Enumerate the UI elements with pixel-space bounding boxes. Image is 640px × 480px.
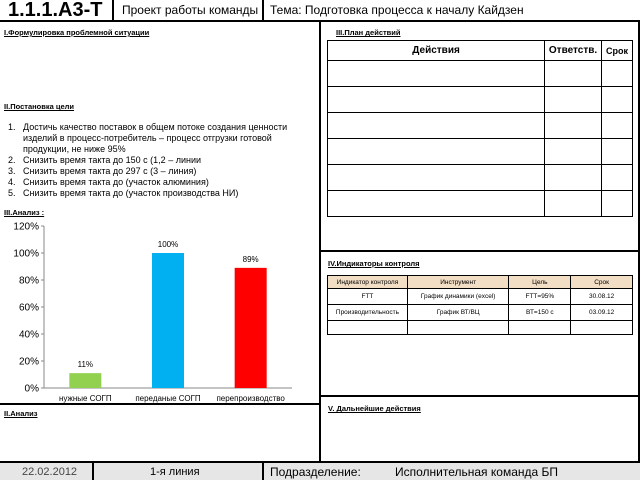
- y-tick-label: 120%: [13, 221, 39, 233]
- y-tick-label: 20%: [18, 356, 39, 368]
- footer-line: 1-я линия: [150, 465, 200, 478]
- table-row: [328, 113, 633, 139]
- column-header-deadline: Срок: [571, 276, 633, 289]
- table-row: [328, 321, 633, 335]
- problem-section-title: I.Формулировка проблемной ситуации: [4, 28, 150, 37]
- table-row: [328, 87, 633, 113]
- table-row: [328, 305, 633, 321]
- table-cell: График динамики (excel): [407, 289, 509, 305]
- x-tick-label: перепроизводство: [216, 394, 285, 403]
- analysis-chart-title: III.Анализ :: [4, 208, 45, 217]
- data-label: 89%: [242, 254, 259, 264]
- column-header-deadline: Срок: [602, 41, 633, 61]
- x-tick-label: нужные СОГП: [59, 394, 112, 403]
- table-cell: Производительность: [328, 305, 408, 321]
- table-cell: 30.08.12: [571, 289, 633, 305]
- list-item: 2. Снизить время такта до 150 с (1,2 – линии: [8, 155, 202, 165]
- table-cell: [509, 321, 571, 335]
- bar-chart: [0, 216, 310, 404]
- table-cell: FTT=95%: [509, 289, 571, 305]
- table-cell: [571, 321, 633, 335]
- y-tick-label: 80%: [18, 275, 39, 287]
- table-cell: [407, 321, 509, 335]
- table-row: [328, 191, 633, 217]
- footer-division-value: Исполнительная команда БП: [395, 464, 559, 479]
- topic-title: Тема: Подготовка процесса к началу Кайдзен: [270, 3, 524, 17]
- table-cell: График ВТ/ВЦ: [407, 305, 509, 321]
- action-table: [327, 40, 633, 217]
- list-item: 5. Снизить время такта до (участок производства НИ): [8, 188, 239, 198]
- project-title: Проект работы команды: [114, 0, 264, 20]
- data-label: 11%: [77, 360, 94, 370]
- y-tick-label: 40%: [18, 329, 39, 341]
- table-row: [328, 61, 633, 87]
- table-cell: ВТ=150 с: [509, 305, 571, 321]
- right-middle-divider: [320, 250, 640, 252]
- goals-section-title: II.Постановка цели: [4, 102, 75, 111]
- list-item: 1. Достичь качество поставок в общем потоке создания ценности изделий в процесс-потребитель – процесс отгрузки готовой продукции, не ниже 95%: [8, 122, 288, 154]
- bar: [69, 373, 101, 388]
- table-row: [328, 289, 633, 305]
- table-row: [328, 165, 633, 191]
- indicator-table: [327, 275, 633, 335]
- column-header-indicator: Индикатор контроля: [328, 276, 408, 289]
- next-steps-section-title: V. Дальнейшие действия: [328, 404, 421, 413]
- column-header-responsible: Ответств.: [545, 41, 602, 61]
- column-header-target: Цель: [509, 276, 571, 289]
- header-bar: [0, 0, 640, 22]
- column-header-actions: Действия: [328, 41, 545, 61]
- bar: [152, 253, 184, 388]
- x-tick-label: переданые СОГП: [135, 394, 201, 403]
- y-tick-label: 100%: [13, 248, 39, 260]
- table-cell: 03.09.12: [571, 305, 633, 321]
- list-item: 4. Снизить время такта до (участок алюминия): [8, 177, 209, 187]
- analysis-section-title: II.Анализ: [4, 409, 38, 418]
- data-label: 100%: [157, 240, 179, 249]
- table-cell: [328, 321, 408, 335]
- table-cell: FTT: [328, 289, 408, 305]
- plan-section-title: III.План действий: [336, 28, 401, 37]
- y-tick-label: 60%: [18, 302, 39, 314]
- column-header-tool: Инструмент: [407, 276, 509, 289]
- right-bottom-divider: [320, 395, 640, 397]
- document-code: 1.1.1.А3-Т: [0, 0, 114, 20]
- footer-division-label: Подразделение:: [270, 464, 361, 479]
- footer-date: 22.02.2012: [22, 465, 78, 478]
- goals-list: [8, 122, 308, 199]
- footer-bar: [0, 461, 640, 480]
- indicators-section-title: IV.Индикаторы контроля: [328, 259, 420, 268]
- list-item: 3. Снизить время такта до 297 с (3 – линия): [8, 166, 197, 176]
- table-row: [328, 139, 633, 165]
- y-tick-label: 0%: [24, 383, 39, 395]
- bar: [235, 268, 267, 388]
